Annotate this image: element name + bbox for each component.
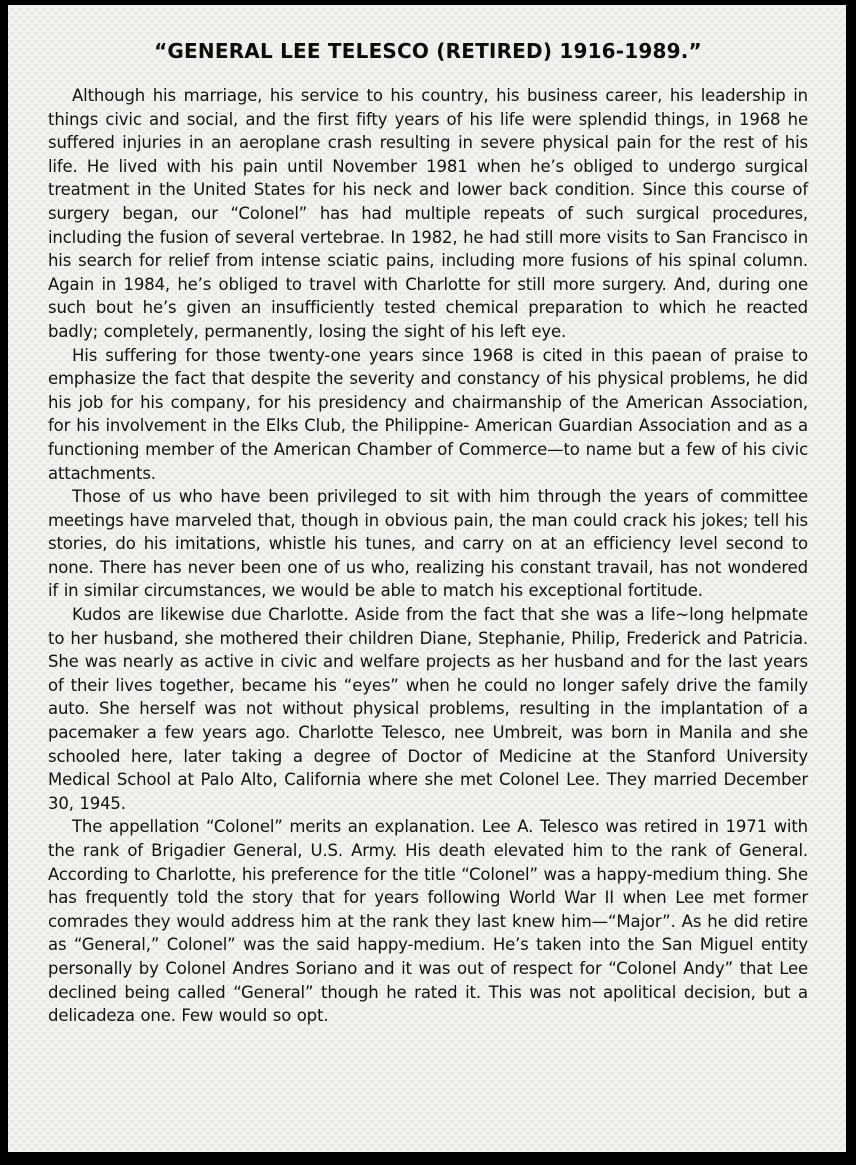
paragraph-5: The appellation “Colonel” merits an explanation. Lee A. Telesco was retired in 1971 with the rank of Brigadier General, U.S. Army. His death elevated him to the rank of General. According to Charlotte, his preference for the title “Colonel” was a happy-medium thing. She has frequently told the story that for years following World War II when Lee met former comrades they would address him at the rank they last knew him—“Major”. As he did retire as “General,” Colonel” was the said happy-medium. He’s taken into the San Miguel entity personally by Colonel Andres Soriano and it was out of respect for “Colonel Andy” that Lee declined being called “General” though he rated it. This was not apolitical decision, but a delicadeza one. Few would so opt.	[48, 817, 808, 1026]
paragraph-4: Kudos are likewise due Charlotte. Aside from the fact that she was a life~long helpmate to her husband, she mothered their children Diane, Stephanie, Philip, Frederick and Patricia. She was nearly as active in civic and welfare projects as her husband and for the last years of their lives together, became his “eyes” when he could no longer safely drive the family auto. She herself was not without physical problems, resulting in the implantation of a pacemaker a few years ago. Charlotte Telesco, nee Umbreit, was born in Manila and she schooled here, later taking a degree of Doctor of Medicine at the Stanford University Medical School at Palo Alto, California where she met Colonel Lee. They married December 30, 1945.	[48, 605, 808, 813]
paragraph-2: His suffering for those twenty-one years since 1968 is cited in this paean of praise to emphasize the fact that despite the severity and constancy of his physical problems, he did his job for his company, for his presidency and chairmanship of the American Association, for his involvement in the Elks Club, the Philippine- American Guardian Association and as a functioning member of the American Chamber of Commerce—to name but a few of his civic attachments.	[48, 345, 808, 483]
document-title: “GENERAL LEE TELESCO (RETIRED) 1916-1989.”	[154, 39, 702, 63]
paragraph-1: Although his marriage, his service to his country, his business career, his leadership in things civic and social, and the first fifty years of his life were splendid things, in 1968 he suffered injuries in an aeroplane crash resulting in severe physical pain for the rest of his life. He lived with his pain until November 1981 when he’s obliged to undergo surgical treatment in the United States for his neck and lower back condition. Since this course of surgery began, our “Colonel” has had multiple repeats of such surgical procedures, including the fusion of several vertebrae. In 1982, he had still more visits to San Francisco in his search for relief from intense sciatic pains, including more fusions of his spinal column. Again in 1984, he’s obliged to travel with Charlotte for still more surgery. And, during one such bout he’s given an insufficiently tested chemical preparation to which he reacted badly; completely, permanently, losing the sight of his left eye.	[48, 86, 808, 341]
paragraph-3: Those of us who have been privileged to sit with him through the years of committee meetings have marveled that, though in obvious pain, the man could crack his jokes; tell his stories, do his imitations, whistle his tunes, and carry on at an efficiency level second to none. There has never been one of us who, realizing his constant travail, has not wondered if in similar circumstances, we would be able to match his exceptional fortitude.	[48, 487, 808, 601]
